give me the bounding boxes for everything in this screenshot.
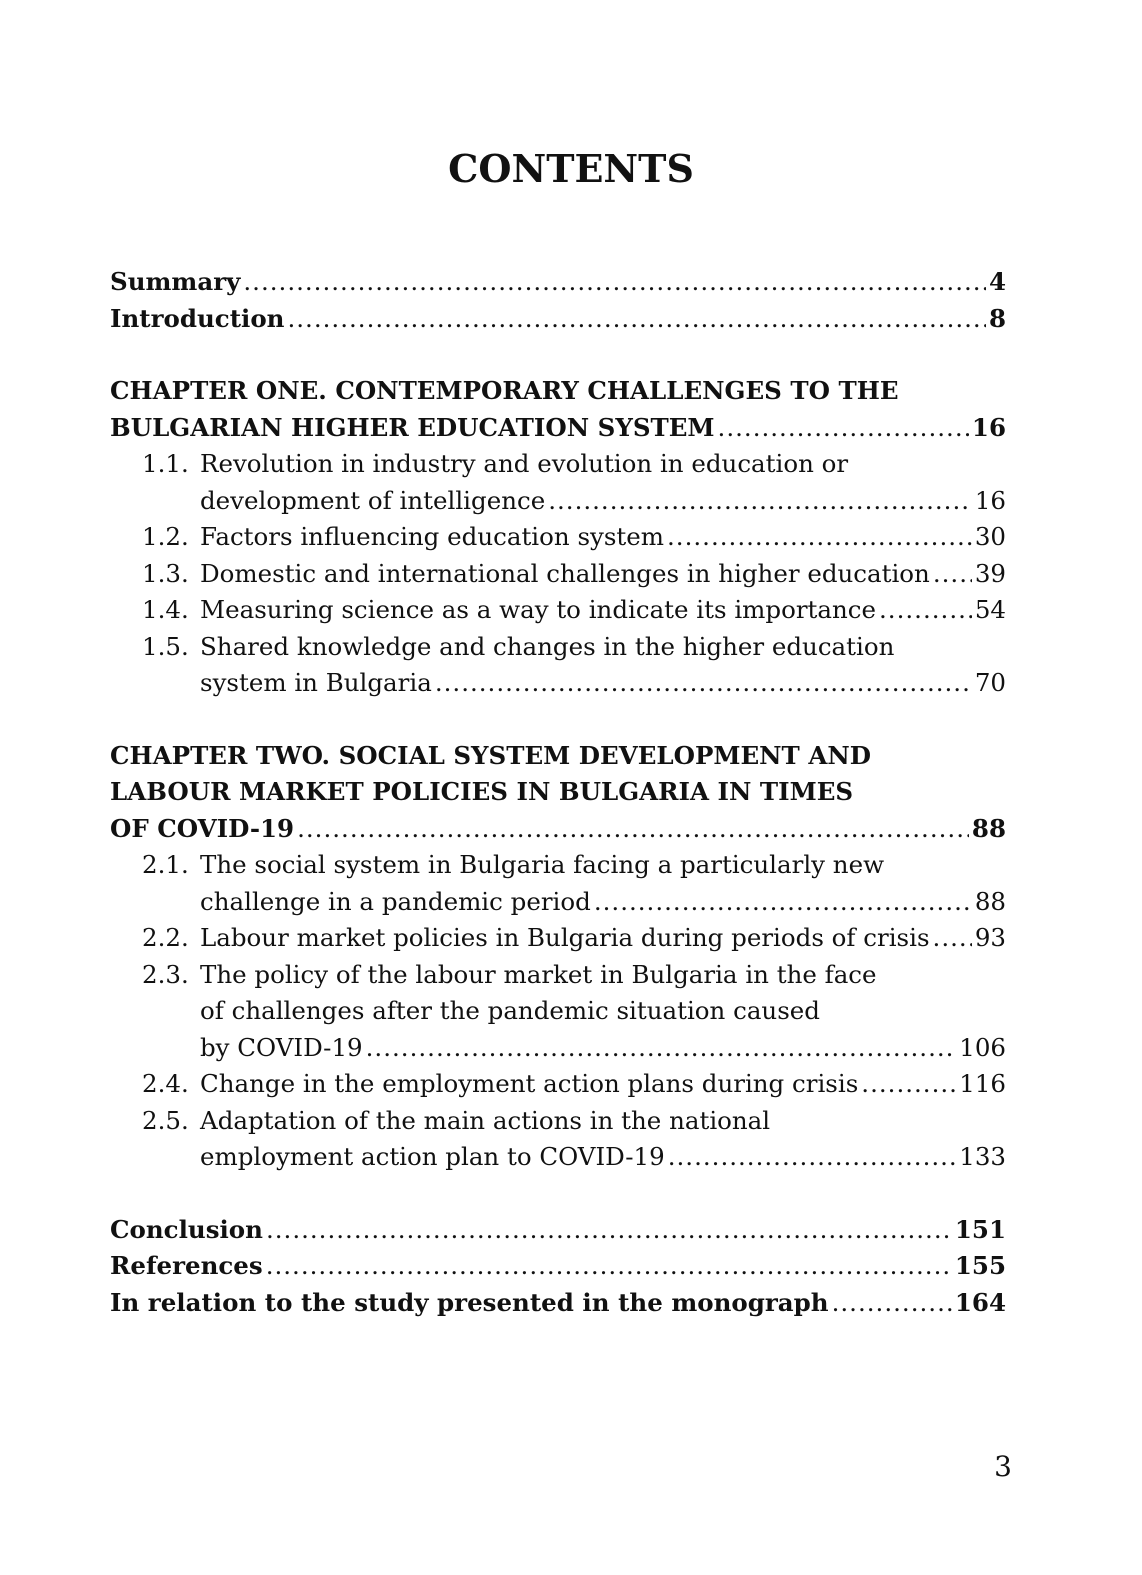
- dot-leader: [266, 1248, 952, 1285]
- section-2-3-continued[interactable]: [110, 1030, 1006, 1067]
- section-2-3-continued[interactable]: of challenges after the pandemic situation caused: [200, 996, 820, 1025]
- section-title-line: Domestic and international challenges in higher education: [200, 558, 930, 588]
- section-title-line: Adaptation of the main actions in the national: [200, 1105, 771, 1135]
- dot-leader: [297, 811, 969, 848]
- section-title-line: challenge in a pandemic period: [200, 886, 591, 916]
- section-1-4[interactable]: [110, 592, 1006, 629]
- toc-entry-references[interactable]: [110, 1248, 1006, 1285]
- spacer: [110, 337, 1006, 373]
- section-1-1-continued[interactable]: [110, 483, 1006, 520]
- section-1-2[interactable]: [110, 519, 1006, 556]
- section-number: 1.4.: [142, 595, 189, 624]
- section-1-1[interactable]: [110, 446, 1006, 483]
- section-title-line: development of intelligence: [200, 485, 546, 515]
- section-1-5[interactable]: [110, 629, 1006, 666]
- section-number: 2.4.: [142, 1069, 189, 1098]
- toc-page-number: 16: [974, 485, 1006, 515]
- toc-page-number: 151: [954, 1214, 1006, 1244]
- dot-leader: [933, 920, 972, 957]
- section-number: 1.1.: [142, 449, 189, 478]
- toc-page-number: 88: [971, 813, 1006, 843]
- section-title-line: The policy of the labour market in Bulgaria in the face: [200, 959, 877, 989]
- table-of-contents: [110, 264, 1006, 1321]
- toc-page-number: 155: [954, 1251, 1006, 1280]
- section-title-line: Measuring science as a way to indicate its importance: [200, 595, 877, 624]
- toc-page-number: 106: [959, 1032, 1006, 1062]
- toc-entry-label: Introduction: [110, 303, 285, 333]
- section-2-4[interactable]: [110, 1066, 1006, 1103]
- section-title-line: Shared knowledge and changes in the higher education: [200, 631, 895, 661]
- dot-leader: [832, 1285, 952, 1322]
- dot-leader: [879, 592, 972, 629]
- section-number: 2.1.: [142, 850, 189, 879]
- section-title-line: employment action plan to COVID-19: [200, 1142, 665, 1171]
- chapter-two-title-last-line[interactable]: [110, 811, 1006, 848]
- section-2-2[interactable]: [110, 920, 1006, 957]
- dot-leader: [435, 665, 972, 702]
- toc-entry-introduction[interactable]: [110, 301, 1006, 338]
- toc-page-number: 39: [974, 558, 1006, 588]
- toc-page-number: 54: [974, 595, 1006, 624]
- chapter-one-title-last-line[interactable]: [110, 410, 1006, 447]
- toc-page-number: 133: [959, 1142, 1006, 1171]
- section-number: 2.5.: [142, 1105, 189, 1135]
- section-1-5-continued[interactable]: [110, 665, 1006, 702]
- toc-entry-label: In relation to the study presented in the monograph: [110, 1287, 829, 1317]
- toc-entry-conclusion[interactable]: [110, 1212, 1006, 1249]
- section-1-3[interactable]: [110, 556, 1006, 593]
- section-number: 1.3.: [142, 558, 189, 588]
- section-number: 2.2.: [142, 923, 189, 952]
- toc-page-number: 30: [974, 522, 1006, 551]
- page-number: 3: [994, 1450, 1012, 1483]
- section-2-3[interactable]: [110, 957, 1006, 994]
- section-number: 1.5.: [142, 631, 189, 661]
- toc-page-number: 4: [988, 267, 1006, 296]
- toc-page-number: 88: [974, 886, 1006, 916]
- section-title-line: system in Bulgaria: [200, 668, 432, 697]
- toc-entry-label: References: [110, 1251, 263, 1280]
- toc-entry-label: Summary: [110, 267, 241, 296]
- chapter-one-title-line[interactable]: CHAPTER ONE. CONTEMPORARY CHALLENGES TO THE: [110, 376, 899, 405]
- dot-leader: [548, 483, 972, 520]
- toc-page-number: 70: [974, 668, 1006, 697]
- dot-leader: [266, 1212, 952, 1249]
- section-2-5[interactable]: [110, 1103, 1006, 1140]
- toc-page-number: 93: [974, 923, 1006, 952]
- section-2-1-continued[interactable]: [110, 884, 1006, 921]
- section-number: 2.3.: [142, 959, 189, 989]
- dot-leader: [861, 1066, 956, 1103]
- spacer: [110, 702, 1006, 738]
- toc-page-number: 164: [954, 1287, 1006, 1317]
- toc-page-number: 116: [959, 1069, 1006, 1098]
- spacer: [110, 1176, 1006, 1212]
- dot-leader: [594, 884, 972, 921]
- section-title-line: The social system in Bulgaria facing a particularly new: [200, 850, 885, 879]
- section-title-line: Revolution in industry and evolution in education or: [200, 449, 849, 478]
- toc-entry-label: BULGARIAN HIGHER EDUCATION SYSTEM: [110, 412, 715, 442]
- section-2-1[interactable]: [110, 847, 1006, 884]
- chapter-two-title-line[interactable]: CHAPTER TWO. SOCIAL SYSTEM DEVELOPMENT AND: [110, 740, 871, 770]
- toc-entry-summary[interactable]: [110, 264, 1006, 301]
- dot-leader: [243, 264, 986, 301]
- toc-page-number: 16: [971, 412, 1006, 442]
- dot-leader: [718, 410, 969, 447]
- section-number: 1.2.: [142, 522, 189, 551]
- dot-leader: [667, 519, 972, 556]
- section-title-line: by COVID-19: [200, 1032, 363, 1062]
- dot-leader: [668, 1139, 957, 1176]
- section-title-line: Factors influencing education system: [200, 522, 665, 551]
- dot-leader: [366, 1030, 957, 1067]
- dot-leader: [933, 556, 972, 593]
- section-2-5-continued[interactable]: [110, 1139, 1006, 1176]
- dot-leader: [287, 301, 985, 338]
- section-title-line: Change in the employment action plans during crisis: [200, 1069, 859, 1098]
- page-title: CONTENTS: [448, 146, 694, 191]
- toc-entry-label: OF COVID-19: [110, 813, 295, 843]
- section-title-line: Labour market policies in Bulgaria during periods of crisis: [200, 923, 930, 952]
- toc-entry-label: Conclusion: [110, 1214, 263, 1244]
- toc-entry-study-relation[interactable]: [110, 1285, 1006, 1322]
- chapter-two-title-line[interactable]: LABOUR MARKET POLICIES IN BULGARIA IN TIMES: [110, 777, 854, 806]
- toc-page-number: 8: [988, 303, 1006, 333]
